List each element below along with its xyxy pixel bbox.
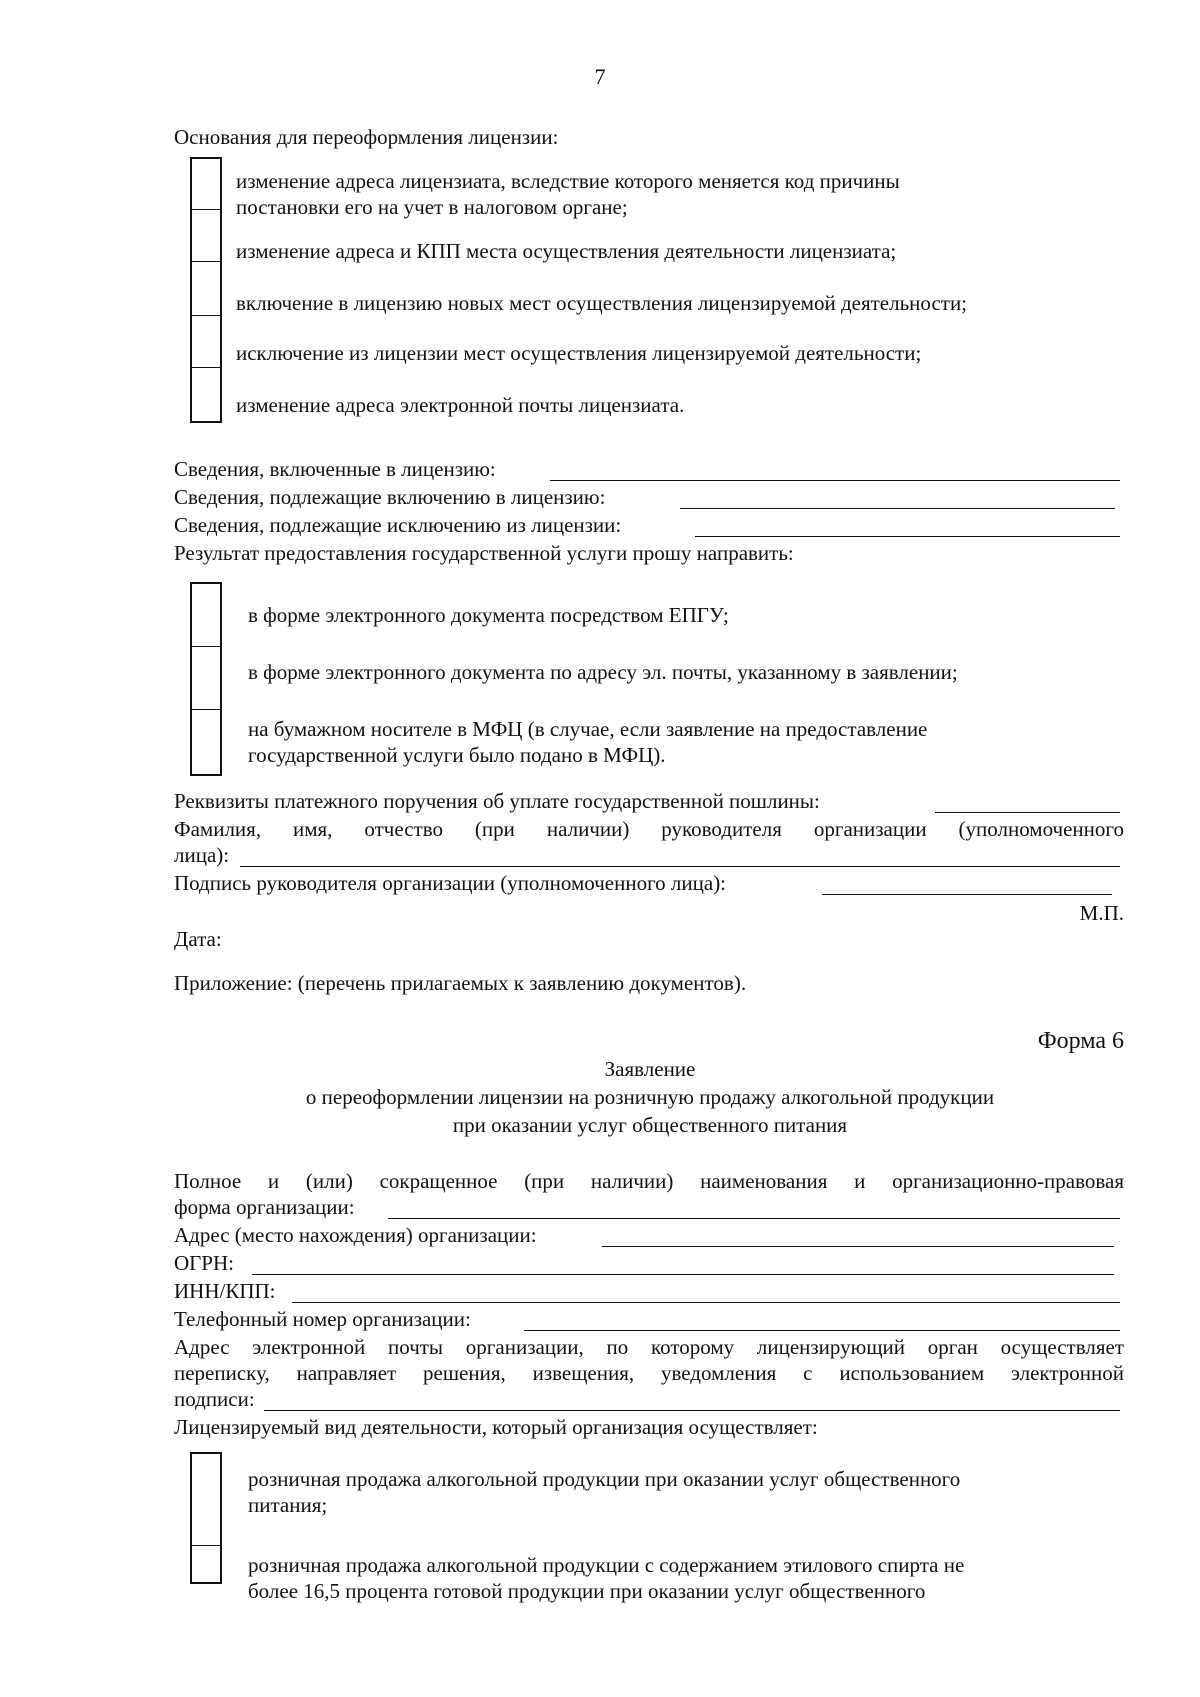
manager-fio-label-line-1: Фамилия, имя, отчество (при наличии) руководителя организации (уполномоченного bbox=[174, 817, 1124, 841]
checkbox-activity-place-change[interactable] bbox=[192, 210, 220, 262]
checkbox-include-places[interactable] bbox=[192, 262, 220, 316]
reissue-option-1-line-2: постановки его на учет в налоговом органе; bbox=[236, 195, 628, 219]
checkbox-delivery-email[interactable] bbox=[192, 647, 220, 710]
checkbox-activity-retail-16-5[interactable] bbox=[192, 1546, 220, 1582]
reissue-option-3: включение в лицензию новых мест осуществления лицензируемой деятельности; bbox=[236, 291, 968, 315]
delivery-option-email: в форме электронного документа по адресу эл. почты, указанному в заявлении; bbox=[248, 660, 958, 684]
org-address-field[interactable] bbox=[602, 1246, 1114, 1247]
activity-option-2-line-1: розничная продажа алкогольной продукции с содержанием этилового спирта не bbox=[248, 1553, 965, 1577]
org-email-field[interactable] bbox=[264, 1410, 1120, 1411]
delivery-option-mfc-line-2: государственной услуги было подано в МФЦ). bbox=[248, 743, 666, 767]
manager-fio-label-line-2: лица): bbox=[174, 843, 230, 867]
signature-field[interactable] bbox=[822, 894, 1112, 895]
org-name-label-line-2: форма организации: bbox=[174, 1195, 355, 1219]
inn-kpp-label: ИНН/КПП: bbox=[174, 1279, 276, 1303]
included-info-label: Сведения, включенные в лицензию: bbox=[174, 457, 496, 481]
reissue-grounds-checkbox-column bbox=[190, 157, 222, 423]
ogrn-field[interactable] bbox=[252, 1274, 1114, 1275]
org-address-label: Адрес (место нахождения) организации: bbox=[174, 1223, 537, 1247]
attachment-note: Приложение: (перечень прилагаемых к заявлению документов). bbox=[174, 971, 747, 995]
delivery-checkbox-column bbox=[190, 582, 222, 776]
checkbox-delivery-epgu[interactable] bbox=[192, 584, 220, 647]
form-6-subtitle-line-1: о переоформлении лицензии на розничную продажу алкогольной продукции bbox=[305, 1085, 995, 1109]
activity-option-2-line-2: более 16,5 процента готовой продукции при оказании услуг общественного bbox=[248, 1579, 926, 1603]
reissue-option-5: изменение адреса электронной почты лицензиата. bbox=[236, 393, 685, 417]
checkbox-email-change[interactable] bbox=[192, 368, 220, 421]
delivery-option-epgu: в форме электронного документа посредством ЕПГУ; bbox=[248, 603, 729, 627]
page-number: 7 bbox=[594, 64, 606, 89]
form-6-subtitle-line-2: при оказании услуг общественного питания bbox=[452, 1113, 848, 1137]
org-email-label-line-1: Адрес электронной почты организации, по которому лицензирующий орган осуществляет bbox=[174, 1335, 1124, 1359]
to-include-info-field[interactable] bbox=[680, 508, 1115, 509]
org-name-field[interactable] bbox=[388, 1218, 1120, 1219]
stamp-mark: М.П. bbox=[1079, 901, 1124, 925]
delivery-option-mfc-line-1: на бумажном носителе в МФЦ (в случае, если заявление на предоставление bbox=[248, 717, 928, 741]
checkbox-delivery-mfc[interactable] bbox=[192, 710, 220, 774]
to-exclude-info-label: Сведения, подлежащие исключению из лицензии: bbox=[174, 513, 622, 537]
activity-option-1-line-2: питания; bbox=[248, 1493, 328, 1517]
org-email-label-line-2: переписку, направляет решения, извещения, уведомления с использованием электронной bbox=[174, 1361, 1124, 1385]
checkbox-exclude-places[interactable] bbox=[192, 316, 220, 368]
org-phone-field[interactable] bbox=[524, 1330, 1120, 1331]
licensed-activity-heading: Лицензируемый вид деятельности, который организация осуществляет: bbox=[174, 1415, 818, 1439]
checkbox-address-kpp-change[interactable] bbox=[192, 159, 220, 210]
inn-kpp-field[interactable] bbox=[292, 1302, 1120, 1303]
org-name-label-line-1: Полное и (или) сокращенное (при наличии) наименования и организационно-правовая bbox=[174, 1169, 1124, 1193]
to-include-info-label: Сведения, подлежащие включению в лицензию: bbox=[174, 485, 606, 509]
reissue-option-2: изменение адреса и КПП места осуществления деятельности лицензиата; bbox=[236, 239, 897, 263]
checkbox-activity-retail-catering[interactable] bbox=[192, 1454, 220, 1546]
form-6-label: Форма 6 bbox=[1037, 1028, 1124, 1054]
ogrn-label: ОГРН: bbox=[174, 1251, 234, 1275]
reissue-grounds-heading: Основания для переоформления лицензии: bbox=[174, 125, 559, 149]
reissue-option-4: исключение из лицензии мест осуществления лицензируемой деятельности; bbox=[236, 341, 922, 365]
to-exclude-info-field[interactable] bbox=[695, 536, 1120, 537]
signature-label: Подпись руководителя организации (уполномоченного лица): bbox=[174, 871, 727, 895]
org-email-label-line-3: подписи: bbox=[174, 1387, 255, 1411]
activity-checkbox-column bbox=[190, 1452, 222, 1584]
form-6-title: Заявление bbox=[604, 1057, 696, 1081]
reissue-option-1-line-1: изменение адреса лицензиата, вследствие которого меняется код причины bbox=[236, 169, 900, 193]
date-label: Дата: bbox=[174, 927, 222, 951]
result-delivery-heading: Результат предоставления государственной услуги прошу направить: bbox=[174, 541, 794, 565]
included-info-field[interactable] bbox=[550, 480, 1120, 481]
activity-option-1-line-1: розничная продажа алкогольной продукции при оказании услуг общественного bbox=[248, 1467, 961, 1491]
manager-fio-field[interactable] bbox=[240, 866, 1120, 867]
payment-requisites-label: Реквизиты платежного поручения об уплате государственной пошлины: bbox=[174, 789, 820, 813]
org-phone-label: Телефонный номер организации: bbox=[174, 1307, 471, 1331]
payment-requisites-field[interactable] bbox=[935, 812, 1120, 813]
